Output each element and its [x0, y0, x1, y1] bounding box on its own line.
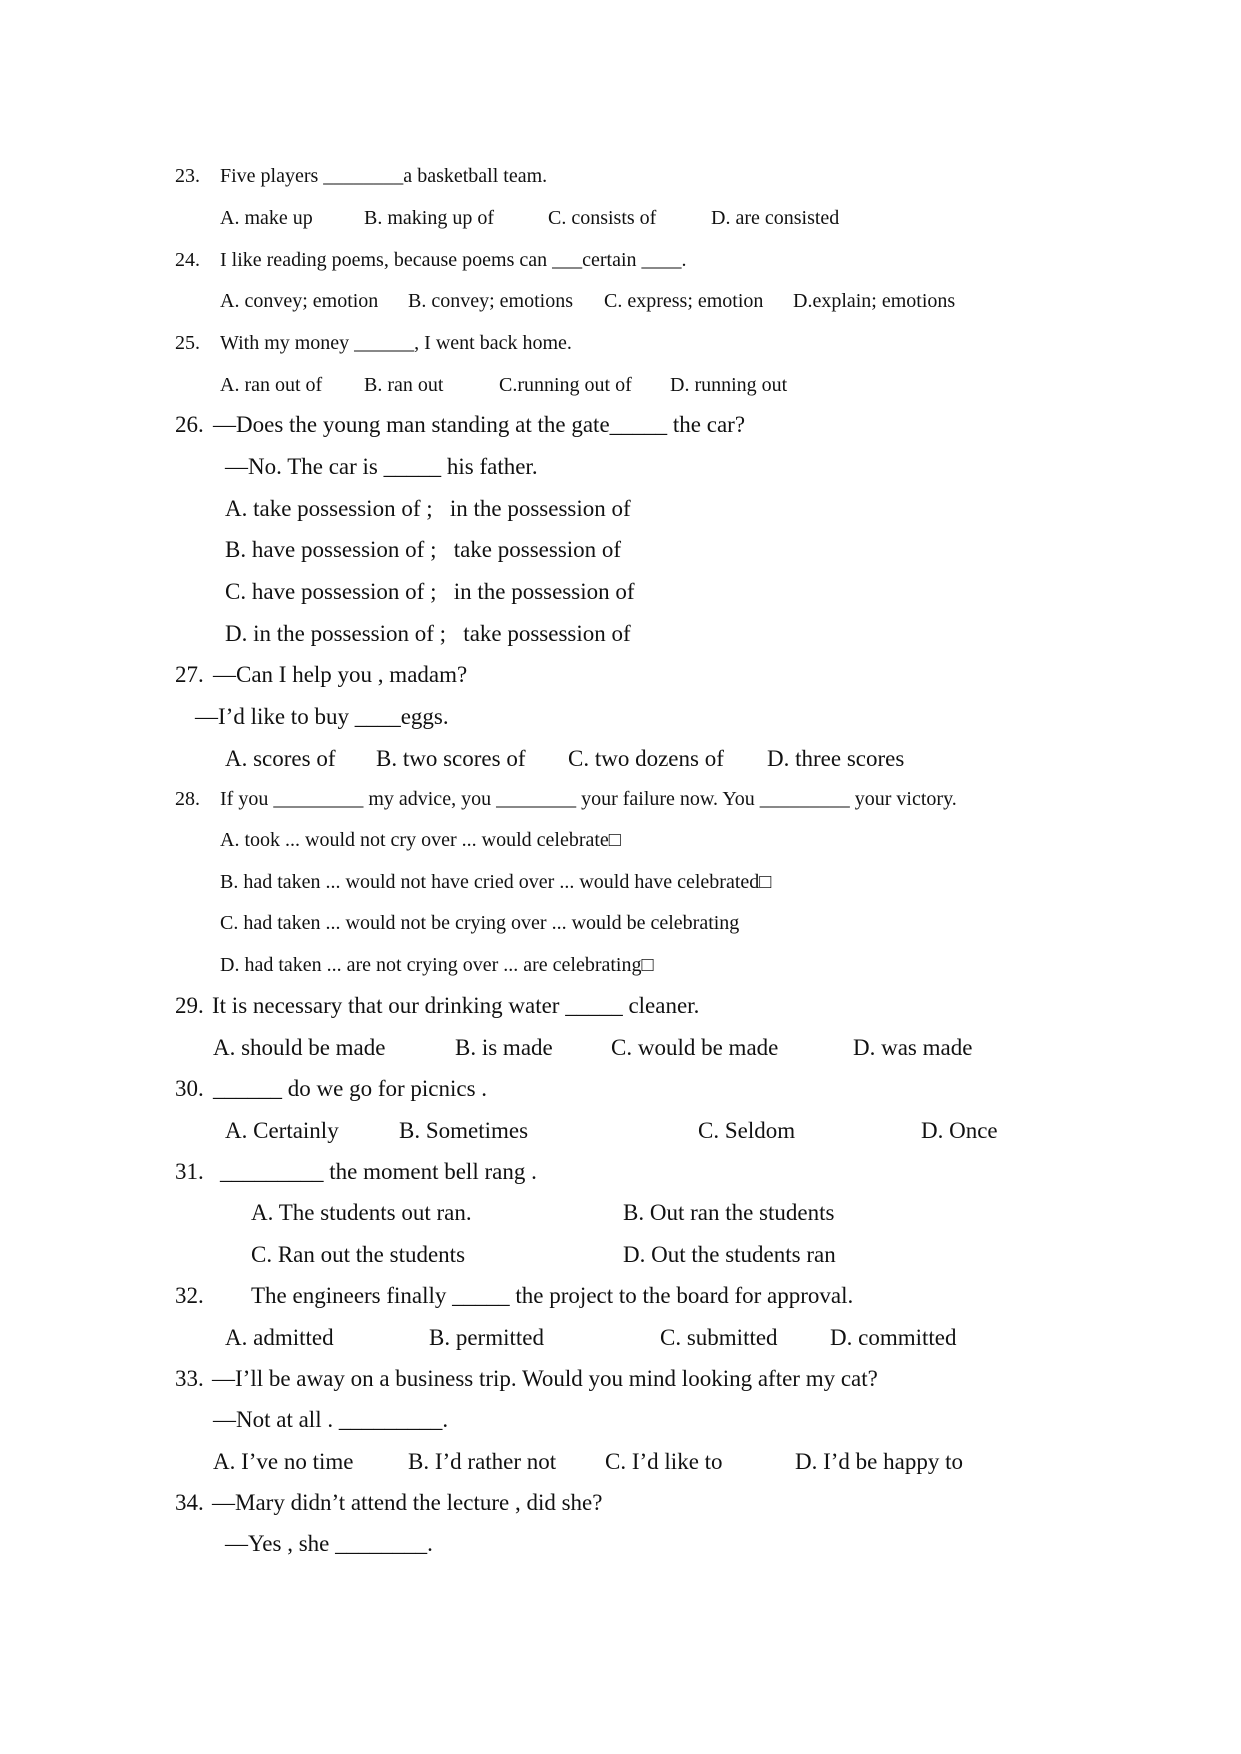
question-27-number: 27.: [175, 662, 204, 687]
question-27-stem-reply: —I’d like to buy ____eggs.: [195, 704, 449, 729]
question-34-stem-reply: —Yes , she ________.: [225, 1531, 433, 1556]
question-28-stem: If you _________ my advice, you ________ your failure now. You _________ your victory.: [220, 788, 957, 810]
question-24-option-a: A. convey; emotion: [220, 290, 379, 312]
question-24-number: 24.: [175, 249, 200, 271]
question-30-stem: ______ do we go for picnics .: [213, 1076, 488, 1101]
question-23-option-b: B. making up of: [364, 207, 494, 229]
question-27-stem: —Can I help you , madam?: [213, 662, 468, 687]
question-24-option-d: D.explain; emotions: [793, 290, 956, 312]
question-29-option-d: D. was made: [853, 1035, 973, 1060]
question-25-option-a: A. ran out of: [220, 374, 323, 396]
question-28-option-c: C. had taken ... would not be crying over ... would be celebrating: [220, 912, 740, 934]
question-24-option-b: B. convey; emotions: [408, 290, 573, 312]
question-33-option-d: D. I’d be happy to: [795, 1449, 963, 1474]
question-23-option-c: C. consists of: [548, 207, 657, 229]
question-31-option-d: D. Out the students ran: [623, 1242, 836, 1267]
question-26-option-d: D. in the possession of ; take possession of: [225, 621, 631, 646]
question-33-number: 33.: [175, 1366, 204, 1391]
question-29-option-b: B. is made: [455, 1035, 553, 1060]
question-33-stem: —I’ll be away on a business trip. Would you mind looking after my cat?: [212, 1366, 878, 1391]
question-32-option-a: A. admitted: [225, 1325, 334, 1350]
question-28-option-a: A. took ... would not cry over ... would celebrate□: [220, 829, 621, 851]
question-29-option-c: C. would be made: [611, 1035, 779, 1060]
question-27-option-c: C. two dozens of: [568, 746, 724, 771]
question-33-stem-reply: —Not at all . _________.: [213, 1407, 449, 1432]
question-30-option-d: D. Once: [921, 1118, 998, 1143]
question-30-number: 30.: [175, 1076, 204, 1101]
question-23-stem: Five players ________a basketball team.: [220, 165, 548, 187]
question-25-option-d: D. running out: [670, 374, 788, 396]
question-34-stem: —Mary didn’t attend the lecture , did she?: [212, 1490, 603, 1515]
question-29-stem: It is necessary that our drinking water _____ cleaner.: [212, 993, 700, 1018]
question-29-number: 29.: [175, 993, 204, 1018]
question-26-option-c: C. have possession of ; in the possession of: [225, 579, 635, 604]
question-28-option-d: D. had taken ... are not crying over ... are celebrating□: [220, 954, 654, 976]
question-25-number: 25.: [175, 332, 200, 354]
question-31-option-c: C. Ran out the students: [251, 1242, 466, 1267]
question-23-option-d: D. are consisted: [711, 207, 840, 229]
question-23-number: 23.: [175, 165, 200, 187]
question-33-option-c: C. I’d like to: [605, 1449, 723, 1474]
question-30-option-c: C. Seldom: [698, 1118, 796, 1143]
question-30-option-a: A. Certainly: [225, 1118, 339, 1143]
question-33-option-b: B. I’d rather not: [408, 1449, 557, 1474]
question-31-option-b: B. Out ran the students: [623, 1200, 835, 1225]
question-26-stem-reply: —No. The car is _____ his father.: [225, 454, 538, 479]
question-32-option-c: C. submitted: [660, 1325, 778, 1350]
question-33-option-a: A. I’ve no time: [213, 1449, 354, 1474]
question-28-option-b: B. had taken ... would not have cried over ... would have celebrated□: [220, 871, 772, 893]
question-32-option-b: B. permitted: [429, 1325, 544, 1350]
question-27-option-b: B. two scores of: [376, 746, 526, 771]
question-32-option-d: D. committed: [830, 1325, 957, 1350]
question-27-option-a: A. scores of: [225, 746, 336, 771]
question-26-option-a: A. take possession of ; in the possession of: [225, 496, 631, 521]
question-26-stem: —Does the young man standing at the gate_____ the car?: [213, 412, 746, 437]
question-27-option-d: D. three scores: [767, 746, 905, 771]
question-25-option-c: C.running out of: [499, 374, 632, 396]
question-31-number: 31.: [175, 1159, 204, 1184]
question-32-number: 32.: [175, 1283, 204, 1308]
question-32-stem: The engineers finally _____ the project to the board for approval.: [251, 1283, 854, 1308]
question-30-option-b: B. Sometimes: [399, 1118, 529, 1143]
question-31-option-a: A. The students out ran.: [251, 1200, 472, 1225]
question-24-option-c: C. express; emotion: [604, 290, 764, 312]
question-24-stem: I like reading poems, because poems can ___certain ____.: [220, 249, 687, 271]
question-34-number: 34.: [175, 1490, 204, 1515]
question-25-option-b: B. ran out: [364, 374, 444, 396]
question-31-stem: _________ the moment bell rang .: [220, 1159, 537, 1184]
question-29-option-a: A. should be made: [213, 1035, 386, 1060]
question-25-stem: With my money ______, I went back home.: [220, 332, 572, 354]
question-26-number: 26.: [175, 412, 204, 437]
question-26-option-b: B. have possession of ; take possession of: [225, 537, 622, 562]
question-28-number: 28.: [175, 788, 200, 810]
question-23-option-a: A. make up: [220, 207, 313, 229]
